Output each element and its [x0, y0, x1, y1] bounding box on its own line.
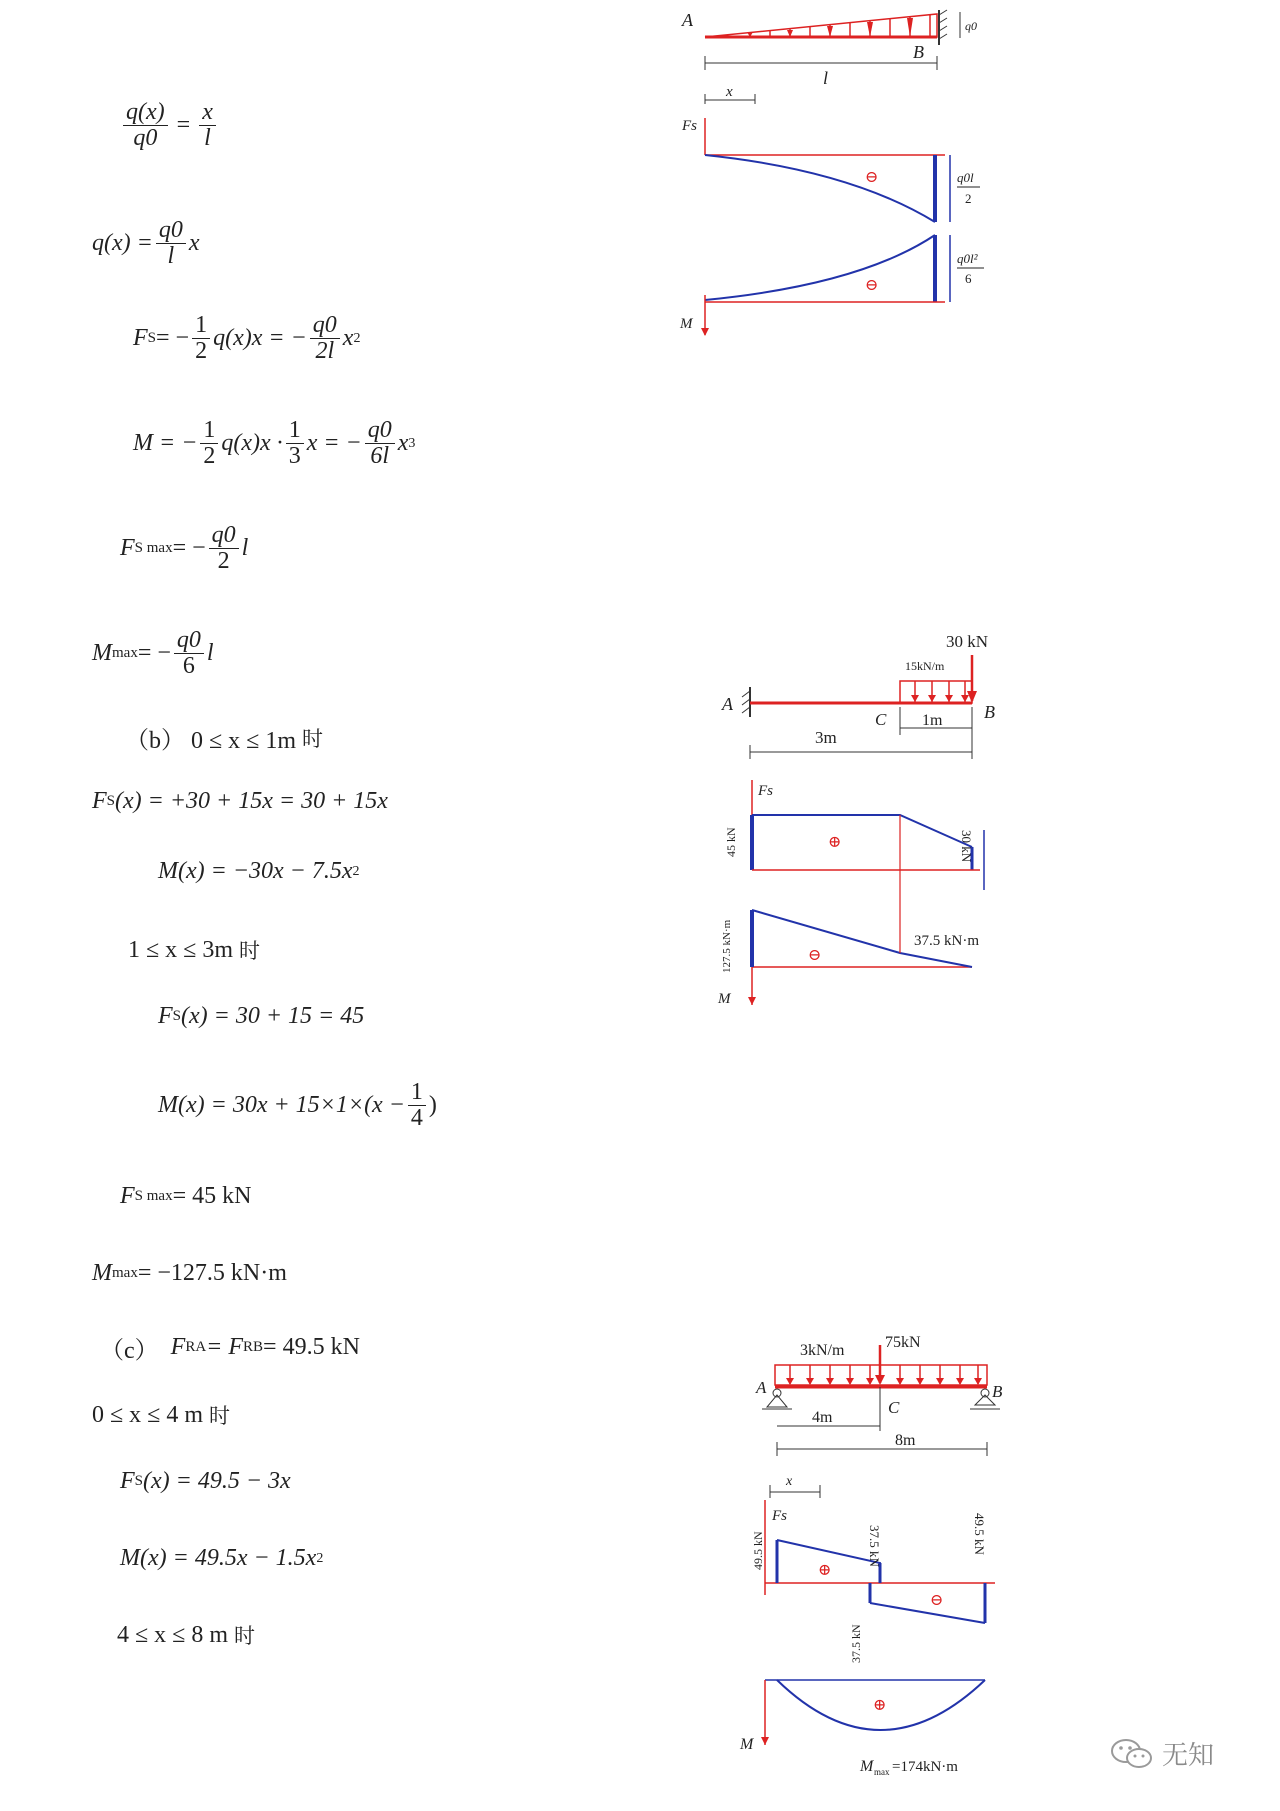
label-b: B: [992, 1382, 1003, 1401]
label-a: A: [722, 694, 733, 714]
eq-text: 1: [408, 1080, 426, 1106]
eq-text: M = −: [133, 430, 198, 457]
eq-text: = −: [172, 535, 206, 562]
fs-label: Fs: [758, 783, 773, 799]
label-a: A: [756, 1378, 767, 1397]
eq-load-function: [92, 218, 200, 269]
eq-text: (x) = 30 + 15 = 45: [181, 1003, 365, 1029]
label-c: C: [888, 1398, 900, 1417]
moment-max-label: M: [860, 1758, 874, 1775]
eq-sub: S: [134, 1473, 144, 1489]
shear-a-label: 49.5 kN: [751, 1531, 765, 1570]
eq-b-moment-1: [158, 858, 360, 885]
shear-left-label: 45 kN: [724, 827, 738, 857]
eq-text: = −: [137, 640, 171, 667]
eq-text: l: [167, 243, 175, 270]
span-ab: 8m: [895, 1432, 916, 1449]
moment-max-sub: max: [874, 1767, 890, 1777]
diagram-b: [700, 625, 1020, 1025]
eq-text: 2: [203, 443, 216, 470]
span-cb: 1m: [922, 712, 943, 729]
eq-text: (x) = 49.5 − 3x: [143, 1468, 291, 1494]
m-label: M: [718, 991, 731, 1007]
eq-text: F: [92, 788, 107, 814]
eq-sup: 2: [316, 1550, 324, 1566]
shear-negative: [870, 1603, 985, 1623]
eq-b-shear-1: [92, 788, 388, 815]
eq-text: 2: [217, 548, 230, 575]
shear-c-left-label: 37.5 kN: [867, 1525, 882, 1567]
eq-text: x: [397, 430, 409, 457]
label-a: A: [682, 10, 693, 30]
eq-c-shear-1: [120, 1468, 291, 1495]
eq-text: x: [202, 99, 213, 125]
m-label: M: [740, 1736, 754, 1753]
eq-text: = F: [206, 1334, 244, 1360]
shear-right-label: 30 kN: [959, 830, 974, 863]
eq-text: 1: [286, 418, 304, 444]
moment-sign: ⊕: [873, 1697, 887, 1714]
moment-c-label: 37.5 kN·m: [914, 933, 979, 949]
load-arrows: [750, 15, 930, 37]
eq-sub: S max: [134, 540, 173, 557]
eq-text: 1: [200, 418, 218, 444]
eq-shear-force: [133, 313, 360, 364]
eq-sub: S: [172, 1008, 182, 1024]
label-l: l: [823, 68, 829, 88]
diagram-a: [660, 0, 1020, 360]
shear-neg-sign: ⊖: [930, 1592, 944, 1609]
eq-cn: 时: [209, 1404, 231, 1428]
eq-sup: 2: [353, 330, 361, 346]
eq-text: F: [133, 325, 148, 352]
load-arrowheads: [747, 18, 913, 37]
eq-text: 2: [195, 338, 208, 365]
eq-b-shear-max: [120, 1183, 251, 1210]
dist-load-label: 3kN/m: [800, 1342, 845, 1359]
eq-text: x: [188, 230, 200, 257]
eq-text: q0: [158, 217, 183, 243]
eq-text: l: [241, 535, 249, 562]
section-c-heading: [100, 1330, 360, 1365]
section-b-heading: [125, 720, 323, 755]
moment-sign: ⊖: [808, 947, 822, 964]
eq-text: 2l: [315, 338, 335, 365]
eq-text: q(x)x = −: [213, 325, 307, 352]
eq-text: q0: [133, 125, 158, 152]
eq-text: F: [120, 535, 135, 562]
point-load-label: 75kN: [885, 1334, 921, 1351]
eq-text: q0: [312, 312, 337, 338]
eq-load-ratio: $\frac{q(x)}{q0}$ = $\frac{x}{l}$: [120, 100, 219, 151]
eq-text: M: [92, 640, 112, 667]
shear-c-right-label: 37.5 kN: [849, 1624, 863, 1663]
diagram-c: [720, 1325, 1020, 1780]
eq-text: l: [204, 125, 211, 152]
eq-text: F: [170, 1334, 186, 1360]
eq-text: （b） 0 ≤ x ≤ 1m: [125, 728, 297, 754]
eq-text: q(x)x ·: [221, 430, 283, 457]
eq-text: q0: [211, 522, 236, 548]
moment-max-value: =174kN·m: [892, 1759, 958, 1775]
eq-sub: max: [112, 645, 138, 662]
watermark: [1110, 1735, 1214, 1772]
eq-text: M(x) = 30x + 15×1×(x −: [158, 1092, 405, 1119]
span-ac: 4m: [812, 1409, 833, 1426]
eq-text: = 45 kN: [172, 1183, 252, 1209]
eq-cn: 时: [239, 939, 261, 963]
point-load-label: 30 kN: [946, 632, 989, 651]
fs-label: Fs: [772, 1508, 787, 1524]
watermark-text: 无知: [1162, 1741, 1215, 1771]
eq-text: x = −: [306, 430, 362, 457]
eq-c-range-2: [117, 1620, 255, 1650]
eq-text: = −: [156, 325, 190, 352]
eq-text: 1 ≤ x ≤ 3m: [128, 936, 234, 963]
shear-diagram: [752, 815, 972, 847]
eq-text: 0 ≤ x ≤ 4 m: [92, 1401, 204, 1428]
eq-text: M(x) = −30x − 7.5x: [158, 858, 353, 884]
eq-sup: 3: [408, 435, 416, 451]
eq-text: q0: [367, 417, 392, 443]
moment-end-num: q0l²: [957, 251, 978, 266]
shear-end-den: 2: [965, 191, 972, 206]
eq-text: q0: [176, 627, 201, 653]
eq-bending-moment: [133, 418, 415, 469]
triangular-load: [705, 14, 937, 37]
eq-text: 6: [182, 653, 195, 680]
eq-shear-max: [120, 523, 248, 574]
eq-text: （c）: [100, 1338, 159, 1364]
label-c: C: [875, 710, 887, 729]
span-ac: 3m: [815, 728, 837, 747]
eq-text: 4: [410, 1105, 423, 1132]
moment-curve: [705, 235, 935, 300]
eq-text: (x) = +30 + 15x = 30 + 15x: [115, 788, 388, 814]
eq-c-range-1: [92, 1400, 230, 1430]
eq-text: M(x) = 49.5x − 1.5x: [120, 1545, 317, 1571]
eq-text: q(x) =: [92, 230, 153, 257]
eq-text: F: [158, 1003, 173, 1029]
shear-sign: ⊖: [865, 169, 879, 186]
eq-text: 1: [192, 313, 210, 339]
eq-text: x: [342, 325, 354, 352]
eq-text: q(x): [126, 99, 165, 125]
eq-text: ): [428, 1092, 437, 1119]
eq-text: 4 ≤ x ≤ 8 m: [117, 1621, 229, 1648]
label-b: B: [913, 42, 924, 62]
eq-cn: 时: [234, 1624, 256, 1648]
shear-b-label: 49.5 kN: [972, 1513, 987, 1555]
eq-text: F: [120, 1183, 135, 1209]
eq-b-moment-2: [158, 1080, 437, 1131]
eq-sub: S: [147, 330, 157, 347]
fs-label: Fs: [682, 118, 697, 134]
shear-sign: ⊕: [828, 834, 842, 851]
label-x: x: [786, 1474, 793, 1489]
moment-end-den: 6: [965, 271, 972, 286]
eq-text: l: [206, 640, 214, 667]
shear-pos-sign: ⊕: [818, 1562, 832, 1579]
eq-c-moment-1: [120, 1545, 323, 1572]
eq-text: = 49.5 kN: [263, 1334, 360, 1360]
eq-sub: S: [106, 793, 116, 809]
q0-label: q0: [965, 19, 977, 33]
moment-left-label: 127.5 kN·m: [721, 919, 733, 973]
eq-text: M: [92, 1260, 112, 1286]
distributed-load: [900, 681, 972, 703]
eq-sub: RA: [185, 1339, 207, 1355]
eq-cn: 时: [302, 726, 324, 751]
eq-text: F: [120, 1468, 135, 1494]
eq-text: = −127.5 kN·m: [137, 1260, 287, 1286]
wechat-icon: [1110, 1737, 1154, 1771]
m-label: M: [680, 316, 693, 332]
shear-end-num: q0l: [957, 170, 974, 185]
moment-sign: ⊖: [865, 277, 879, 294]
dist-load-label: 15kN/m: [905, 659, 945, 673]
eq-sub: S max: [134, 1188, 173, 1204]
eq-b-range-2: [128, 935, 260, 965]
label-b: B: [984, 702, 995, 722]
shear-curve: [705, 155, 935, 222]
eq-sub: RB: [243, 1339, 264, 1355]
eq-sub: max: [112, 1265, 138, 1281]
eq-text: 6l: [370, 443, 390, 470]
eq-b-shear-2: [158, 1003, 364, 1030]
eq-sup: 2: [352, 863, 360, 879]
eq-moment-max: [92, 628, 214, 679]
eq-b-moment-max: [92, 1260, 287, 1287]
label-x: x: [726, 84, 733, 100]
eq-text: 3: [288, 443, 301, 470]
